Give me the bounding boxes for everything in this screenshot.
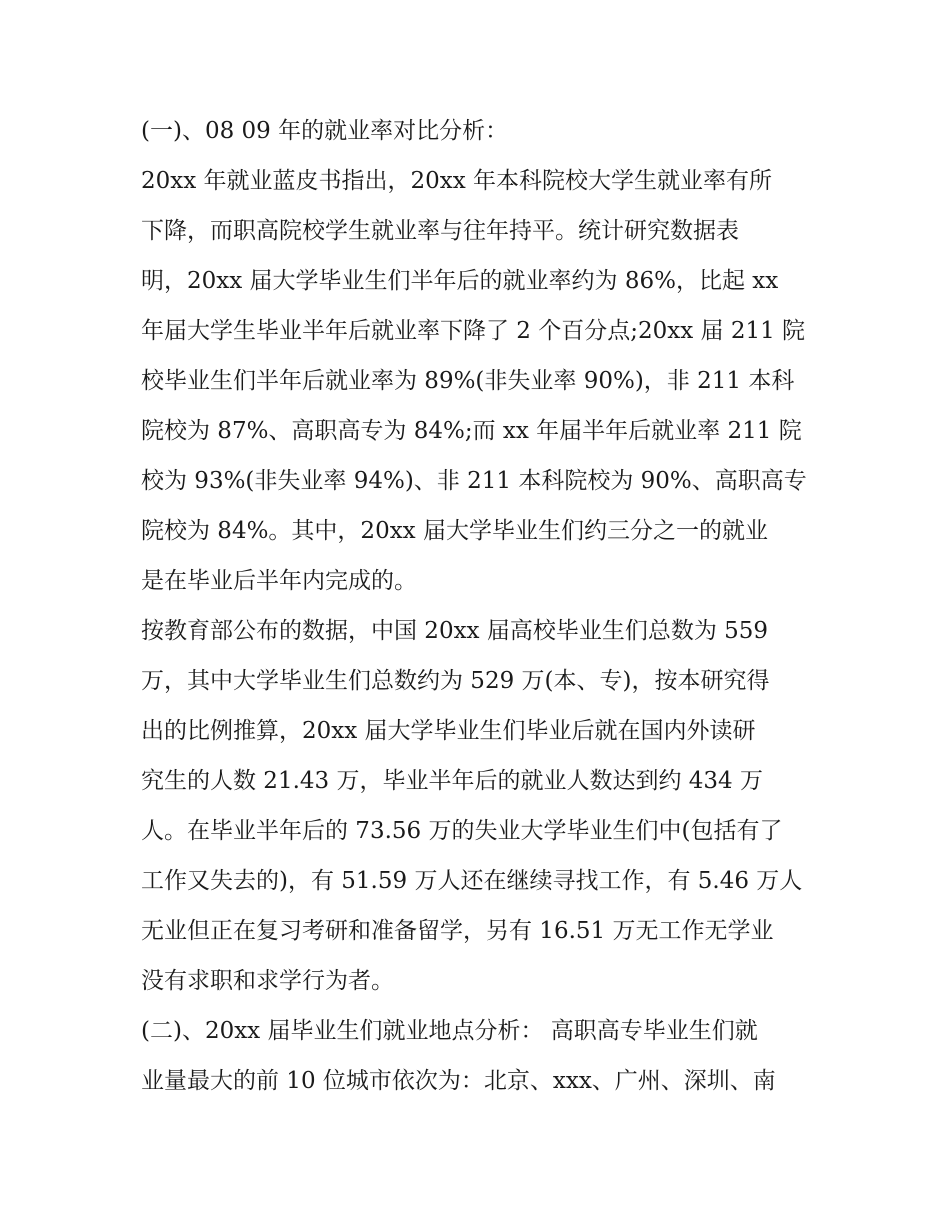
paragraph-line: 出的比例推算，20xx 届大学毕业生们毕业后就在国内外读研 [141,718,756,744]
paragraph-line: 院校为 84%。其中，20xx 届大学毕业生们约三分之一的就业 [141,518,768,544]
section-heading-1: (一)、08 09 年的就业率对比分析： [141,118,509,144]
paragraph-line: 究生的人数 21.43 万，毕业半年后的就业人数达到约 434 万 [141,768,763,794]
document-body [141,106,821,1106]
paragraph-line: 万，其中大学毕业生们总数约为 529 万(本、专)，按本研究得 [141,668,770,694]
paragraph-line: 下降，而职高院校学生就业率与往年持平。统计研究数据表 [141,218,739,244]
paragraph-line: 校毕业生们半年后就业率为 89%(非失业率 90%)，非 211 本科 [141,368,795,394]
paragraph-line: 工作又失去的)，有 51.59 万人还在继续寻找工作，有 5.46 万人 [141,868,803,894]
paragraph-line: 院校为 87%、高职高专为 84%;而 xx 年届半年后就业率 211 院 [141,418,802,444]
paragraph-line: 无业但正在复习考研和准备留学，另有 16.51 万无工作无学业 [141,918,774,944]
paragraph-line: 是在毕业后半年内完成的。 [141,568,417,594]
paragraph-line: 年届大学生毕业半年后就业率下降了 2 个百分点;20xx 届 211 院 [141,318,806,344]
section-heading-2: (二)、20xx 届毕业生们就业地点分析： 高职高专毕业生们就 [141,1018,758,1044]
paragraph-line: 20xx 年就业蓝皮书指出，20xx 年本科院校大学生就业率有所 [141,168,773,194]
paragraph-line: 业量最大的前 10 位城市依次为：北京、xxx、广州、深圳、南 [141,1068,776,1094]
paragraph-line: 按教育部公布的数据，中国 20xx 届高校毕业生们总数为 559 [141,618,769,644]
paragraph-line: 人。在毕业半年后的 73.56 万的失业大学毕业生们中(包括有了 [141,818,783,844]
paragraph-line: 明，20xx 届大学毕业生们半年后的就业率约为 86%，比起 xx [141,268,779,294]
paragraph-line: 校为 93%(非失业率 94%)、非 211 本科院校为 90%、高职高专 [141,468,807,494]
paragraph-line: 没有求职和求学行为者。 [141,968,394,994]
